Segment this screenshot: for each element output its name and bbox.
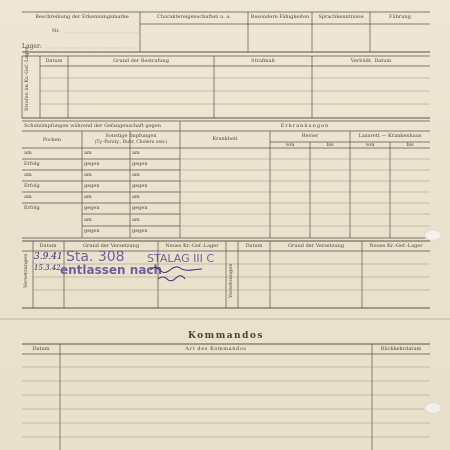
versetzung-date2-handwritten: 15.3.42 [34, 264, 61, 272]
strafen-col-verbuesst: Verbüßt, Datum [350, 58, 392, 64]
impf-row-b: gegen [132, 161, 148, 167]
impf-row-a: am [84, 217, 92, 223]
kommandos-col-art: Art des Kommandos [185, 346, 247, 352]
header-col-erkennungsmarke: Beschreibung der Erkennungsmarke [35, 14, 129, 20]
header-col-charakter: Charaktereigenschaften u. a. [157, 14, 231, 20]
impf-row-label: Erfolg [24, 205, 40, 211]
revier-von: von [285, 142, 295, 148]
versetzungen-col-grund-2: Grund der Versetzung [287, 243, 345, 249]
strafen-side-label: Strafen im Kr.-Gef.-Lager [24, 47, 30, 111]
lager-label: Lager: [22, 43, 42, 50]
revier-bis: bis [326, 142, 334, 148]
stamp-entlassen-nach: entlassen nach [60, 263, 163, 277]
strafen-col-grund: Grund der Bestrafung [113, 58, 169, 64]
stamp-sta-308: Sta. 308 [66, 249, 125, 265]
impf-row-b: gegen [132, 183, 148, 189]
versetzungen-col-grund: Grund der Versetzung [82, 243, 140, 249]
impf-row-label: Erfolg [24, 183, 40, 189]
strafen-col-strafmass: Strafmaß [251, 58, 275, 64]
versetzung-date-handwritten: 3.9.41 [34, 252, 63, 262]
erkrankungen-col-revier: Revier [301, 133, 319, 139]
erkrankungen-col-lazarett: Lazarett — Krankenhaus [358, 133, 422, 139]
impf-row-a: gegen [84, 161, 100, 167]
impf-row-a: gegen [84, 205, 100, 211]
versetzungen-side-label: Versetzungen [23, 253, 29, 288]
strafen-col-datum: Datum [45, 58, 63, 64]
versetzungen-col-lager-2: Neues Kr.-Gef.-Lager [369, 243, 423, 249]
header-col-fuehrung: Führung [389, 14, 411, 20]
versetzungen-col-datum: Datum [39, 243, 57, 249]
impfungen-title: Schutzimpfungen während der Gefangenschaft gegen [24, 123, 162, 129]
impfungen-col-sonstige-sub: (Ty.-Paraty., Ruhr, Cholera usw.) [94, 140, 168, 145]
impf-row-b: am [132, 172, 140, 178]
kommandos-title: Kommandos [188, 331, 264, 341]
impf-row-b: gegen [132, 228, 148, 234]
kommandos-col-datum: Datum [32, 346, 50, 352]
impf-row-a: am [84, 172, 92, 178]
impf-row-a: am [84, 194, 92, 200]
lazarett-von: von [365, 142, 375, 148]
impf-row-b: am [132, 194, 140, 200]
impf-row-label: am [24, 150, 32, 156]
impf-row-label: Erfolg [24, 161, 40, 167]
impfungen-col-pocken: Pocken [42, 137, 62, 143]
impf-row-label: am [24, 194, 32, 200]
impf-row-b: am [132, 217, 140, 223]
lazarett-bis: bis [406, 142, 414, 148]
erkrankungen-title: Erkrankungen [280, 123, 330, 129]
versetzungen-col-datum-2: Datum [245, 243, 263, 249]
versetzungen-side-label-2: Versetzungen [228, 263, 234, 298]
impf-row-b: gegen [132, 205, 148, 211]
impf-row-label: am [24, 172, 32, 178]
impf-row-a: gegen [84, 228, 100, 234]
impf-row-b: am [132, 150, 140, 156]
nr-label: Nr. [52, 28, 60, 34]
stamp-stalag: STALAG III C [147, 252, 215, 265]
impf-row-a: am [84, 150, 92, 156]
versetzungen-col-lager: Neues Kr.-Gef.-Lager [165, 243, 219, 249]
kommandos-col-rueckkehr: Rückkehrdatum [380, 346, 422, 352]
header-col-sprachen: Sprachkenntnisse [318, 14, 364, 20]
erkrankungen-col-krankheit: Krankheit [212, 136, 238, 142]
header-col-faehigkeiten: Besondere Fähigkeiten [250, 14, 310, 20]
impfungen-col-sonstige: Sonstige Impfungen [105, 133, 157, 139]
impf-row-a: gegen [84, 183, 100, 189]
